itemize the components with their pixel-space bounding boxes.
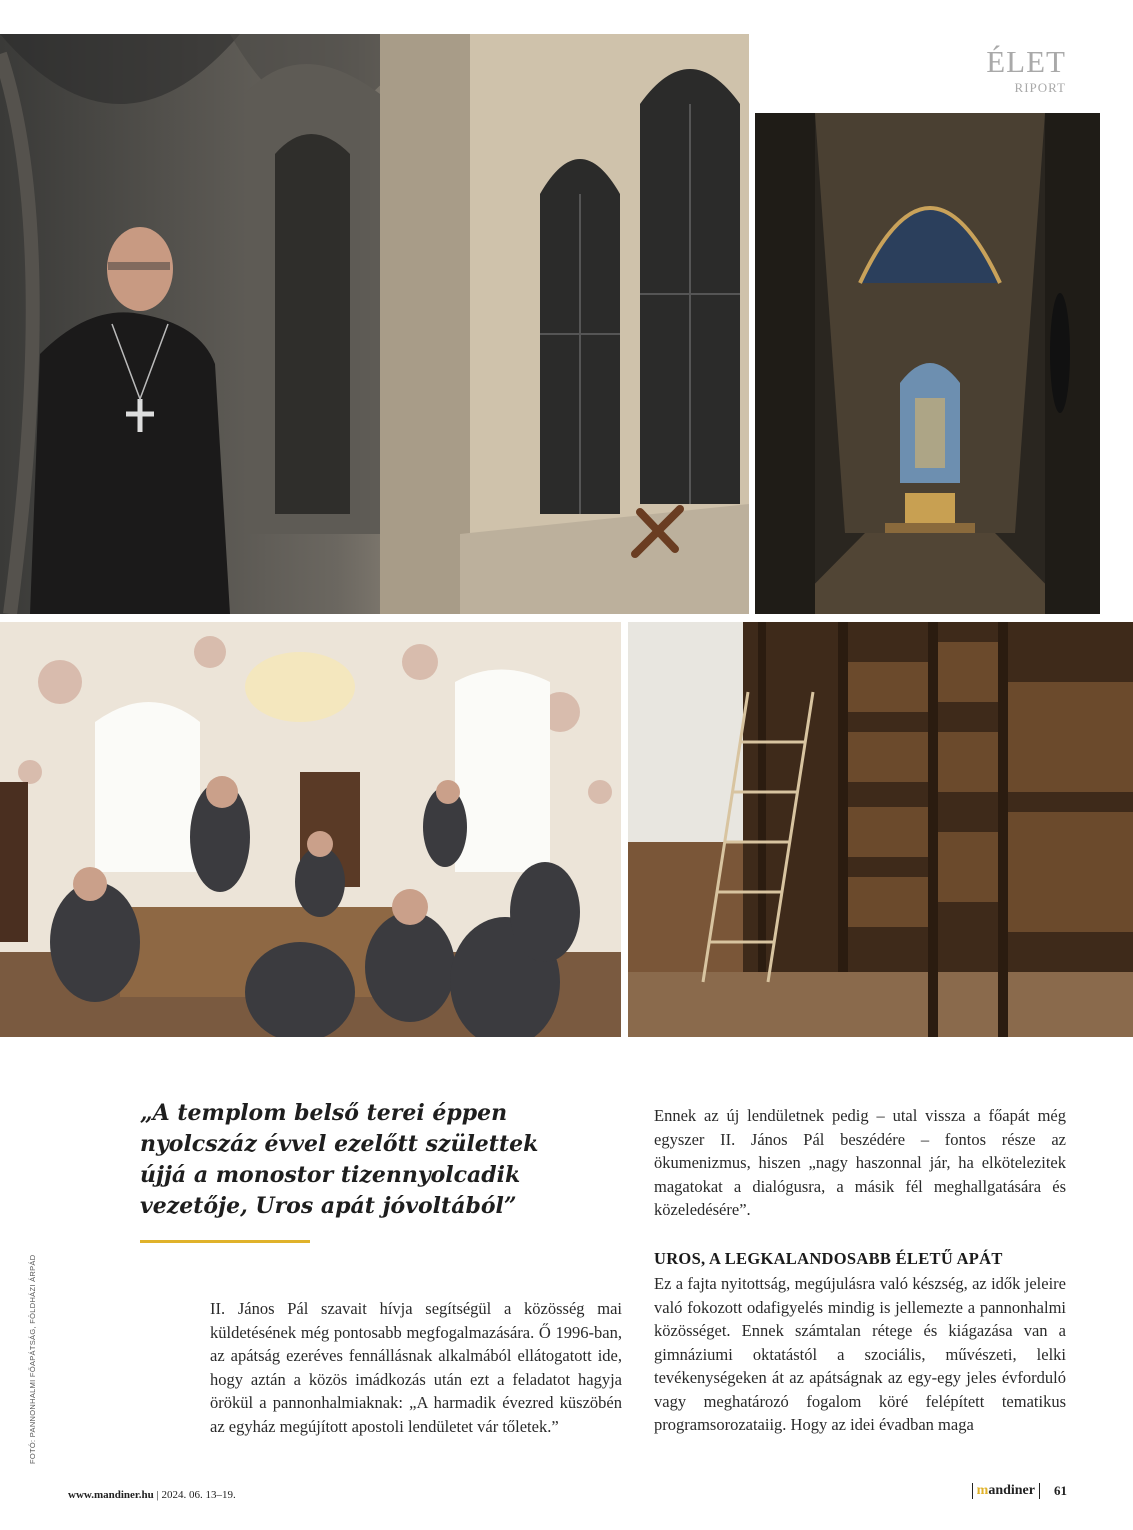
body-column-left: II. János Pál szavait hívja segítségül a közösség mai küldetésének még pontosabb megfogalmazására. Ő 1996-ban, az apátság ezeréves fennállásnak alkalmából ellátogatott ide, hogy aztán a közös imádkozás után ezt a feladatot hagyja örökül a pannonhalmiaknak: „A harmadik évezred küszöbén az egyház megújított apostoli lendületet vár tőletek.” [210, 1299, 622, 1436]
section-subhead: UROS, A LEGKALANDOSABB ÉLETŰ APÁT [654, 1249, 1003, 1268]
brand-logo-rest: andiner [988, 1483, 1035, 1498]
meeting-room-photo [0, 622, 621, 1037]
pull-quote: „A templom belső terei éppen nyolcszáz évvel ezelőtt születtek újjá a monostor tizennyolcadik vezetője, Uros apát jóvoltából” [140, 1100, 539, 1219]
photo-credit: FOTÓ: PANNONHALMI FŐAPÁTSÁG, FÖLDHÁZI ÁRPÁD [28, 1254, 37, 1464]
brand-logo [972, 1483, 1040, 1499]
footer-date: 2024. 06. 13–19. [161, 1489, 236, 1501]
footer-right [972, 1483, 1067, 1499]
chapel-altar-photo [755, 113, 1100, 614]
body-column-right-bottom: Ez a fajta nyitottság, megújulásra való készség, az idők jeleire való fokozott odafigyelés mindig is jellemezte a pannonhalmi közösséget. Ennek számtalan rétege és kiágazása van a gimnáziumi oktatástól a szociális, művészeti, lelki tevékenységeken át az apátságnak az egy-egy jeles évforduló vagy meghatározó fogalom köré felépített tematikus programsorozataiig. Hogy az idei évadban maga [654, 1274, 1066, 1434]
section-subtitle: RIPORT [1014, 80, 1066, 95]
body-column-right-top: Ennek az új lendületnek pedig – utal vissza a főapát még egyszer II. János Pál beszédére – fontos része az ökumenizmus, hiszen „nagy haszonnal jár, ha elkötelezitek magatokat a dialógusra, a másik fél meghallgatására és közeledésére”. [654, 1106, 1066, 1219]
pull-quote-rule [140, 1240, 310, 1243]
section-title: ÉLET [986, 44, 1066, 79]
abbot-cloister-photo [0, 34, 749, 614]
footer-url: www.mandiner.hu [68, 1489, 154, 1501]
library-ladder-photo [628, 622, 1133, 1037]
footer-left [68, 1489, 236, 1501]
page-number: 61 [1054, 1483, 1067, 1498]
footer-separator: | [156, 1489, 162, 1501]
brand-logo-m: m [976, 1483, 989, 1498]
